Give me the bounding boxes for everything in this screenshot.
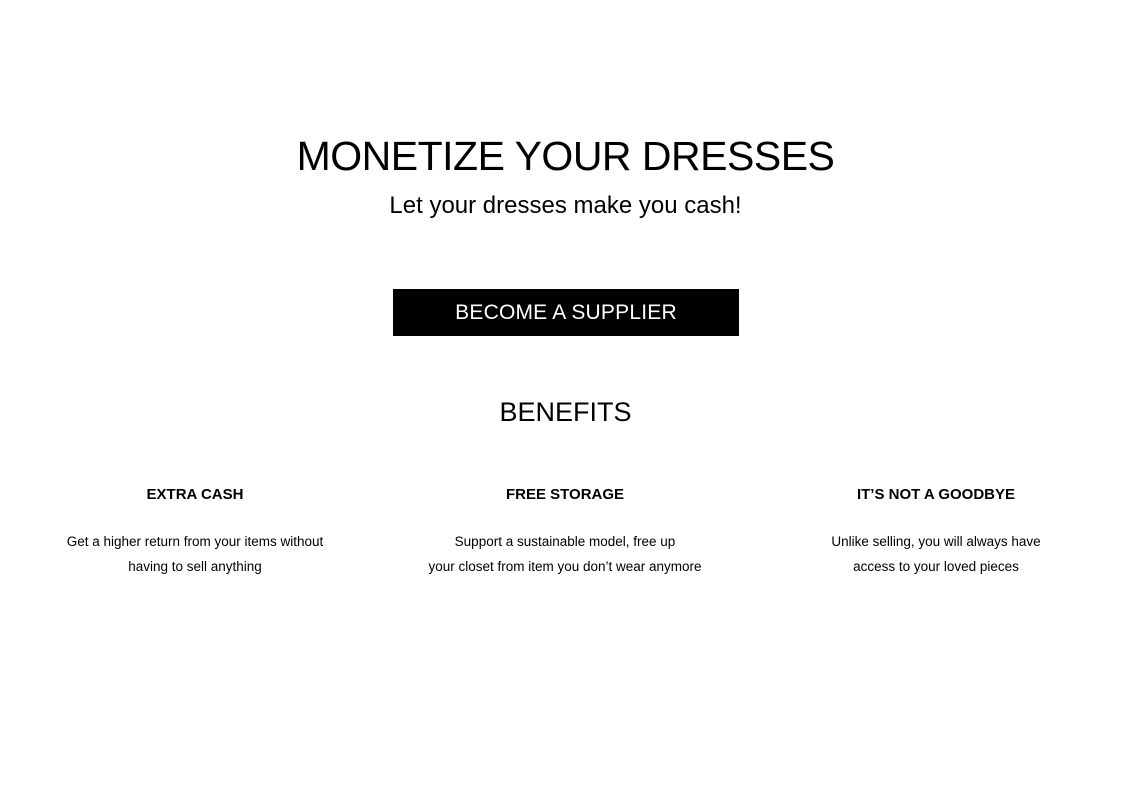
benefit-title: IT’S NOT A GOODBYE — [856, 486, 1016, 503]
hero-subtitle: Let your dresses make you cash! — [389, 192, 742, 219]
benefit-description-line: Get a higher return from your items without — [66, 534, 324, 549]
hero-title: MONETIZE YOUR DRESSES — [296, 133, 835, 179]
benefits-title: BENEFITS — [499, 397, 632, 427]
benefit-description — [771, 529, 1101, 579]
benefit-description-line: Unlike selling, you will always have — [831, 534, 1041, 549]
become-supplier-button[interactable]: BECOME A SUPPLIER — [393, 289, 739, 336]
benefit-extra-cash — [30, 484, 360, 579]
benefit-description-line: your closet from item you don’t wear anymore — [428, 559, 702, 574]
benefit-description — [400, 529, 730, 579]
benefit-description-line: access to your loved pieces — [853, 559, 1019, 574]
benefit-not-a-goodbye — [771, 484, 1101, 579]
benefit-free-storage — [400, 484, 730, 579]
benefit-description-line: having to sell anything — [128, 559, 262, 574]
benefit-title: FREE STORAGE — [505, 486, 625, 503]
benefit-title: EXTRA CASH — [146, 486, 244, 503]
benefit-description-line: Support a sustainable model, free up — [454, 534, 676, 549]
benefit-description — [30, 529, 360, 579]
